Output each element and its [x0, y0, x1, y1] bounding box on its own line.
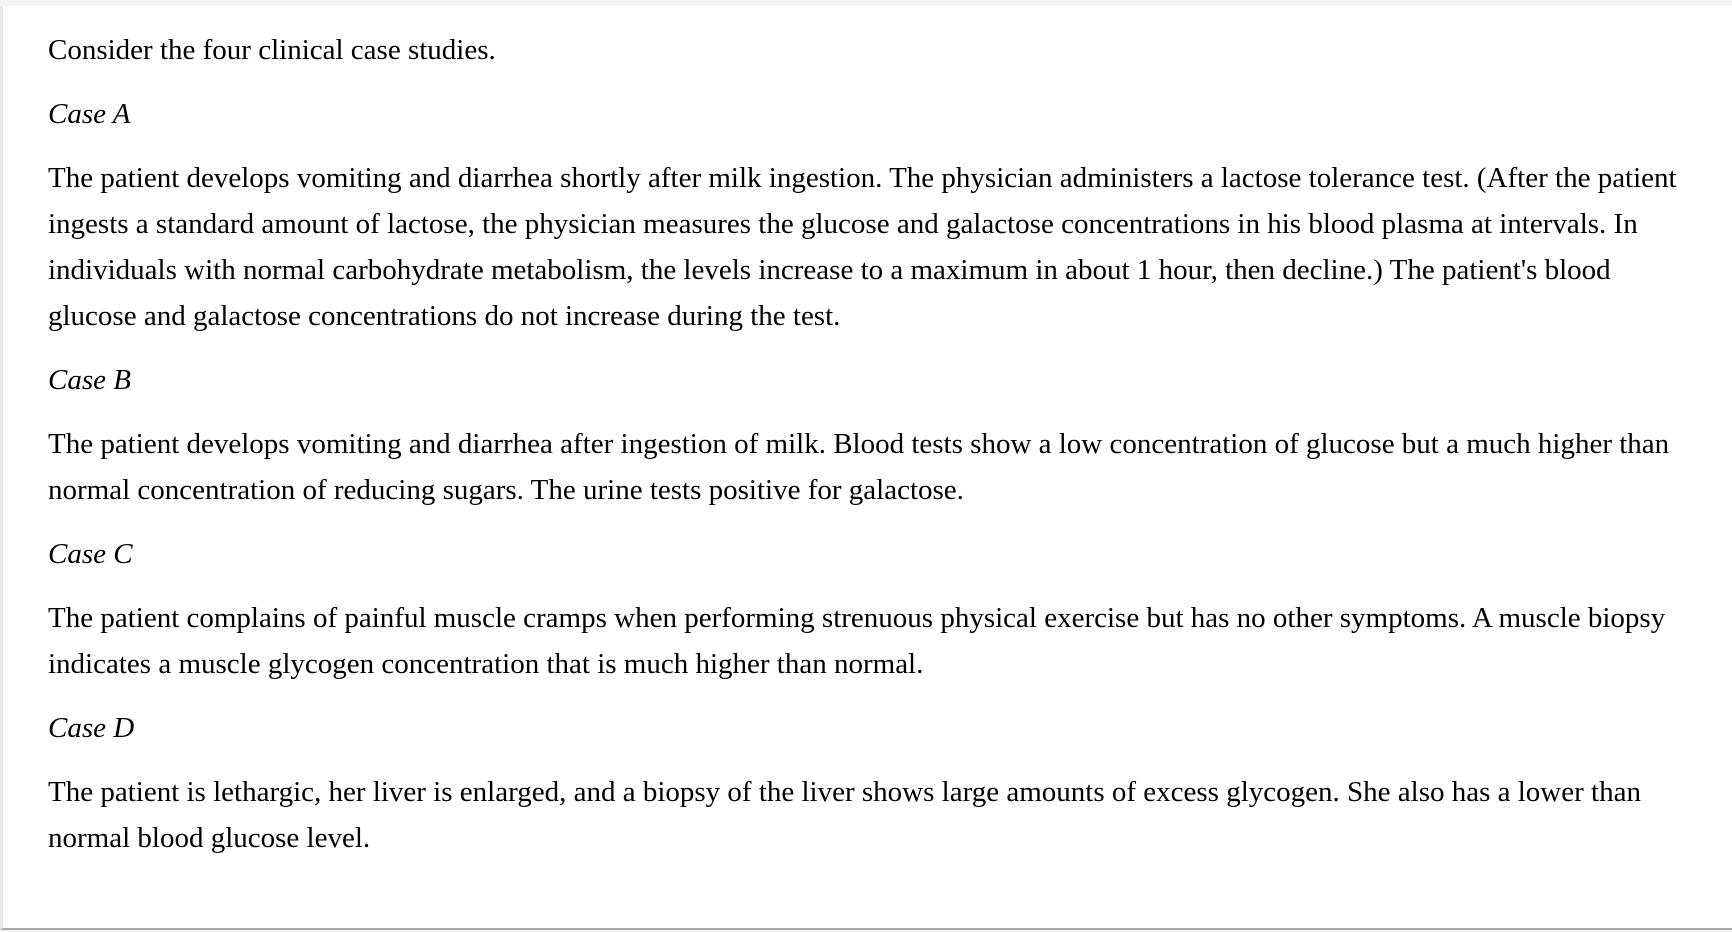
case-a-text: The patient develops vomiting and diarrhea shortly after milk ingestion. The physician administers a lactose tolerance test. (After the patient ingests a standard amount of lactose, the physician measures the glucose and galactose concentrations in his blood plasma at intervals. In individuals with normal carbohydrate metabolism, the levels increase to a maximum in about 1 hour, then decline.) The patient's blood glucose and galactose concentrations do not increase during the test.	[48, 162, 1677, 332]
case-c-title: Case C	[48, 538, 133, 570]
intro-text: Consider the four clinical case studies.	[48, 34, 496, 66]
case-b-text: The patient develops vomiting and diarrhea after ingestion of milk. Blood tests show a low concentration of glucose but a much higher than normal concentration of reducing sugars. The urine tests positive for galactose.	[48, 428, 1670, 506]
case-a-title: Case A	[48, 98, 131, 130]
case-d-text: The patient is lethargic, her liver is enlarged, and a biopsy of the liver shows large amounts of excess glycogen. She also has a lower than normal blood glucose level.	[48, 776, 1641, 854]
case-b-title: Case B	[48, 364, 131, 396]
case-d-title: Case D	[48, 712, 135, 744]
document-content	[48, 6, 1688, 861]
document-page	[0, 6, 1732, 930]
case-c-text: The patient complains of painful muscle cramps when performing strenuous physical exercise but has no other symptoms. A muscle biopsy indicates a muscle glycogen concentration that is much higher than normal.	[48, 602, 1666, 680]
